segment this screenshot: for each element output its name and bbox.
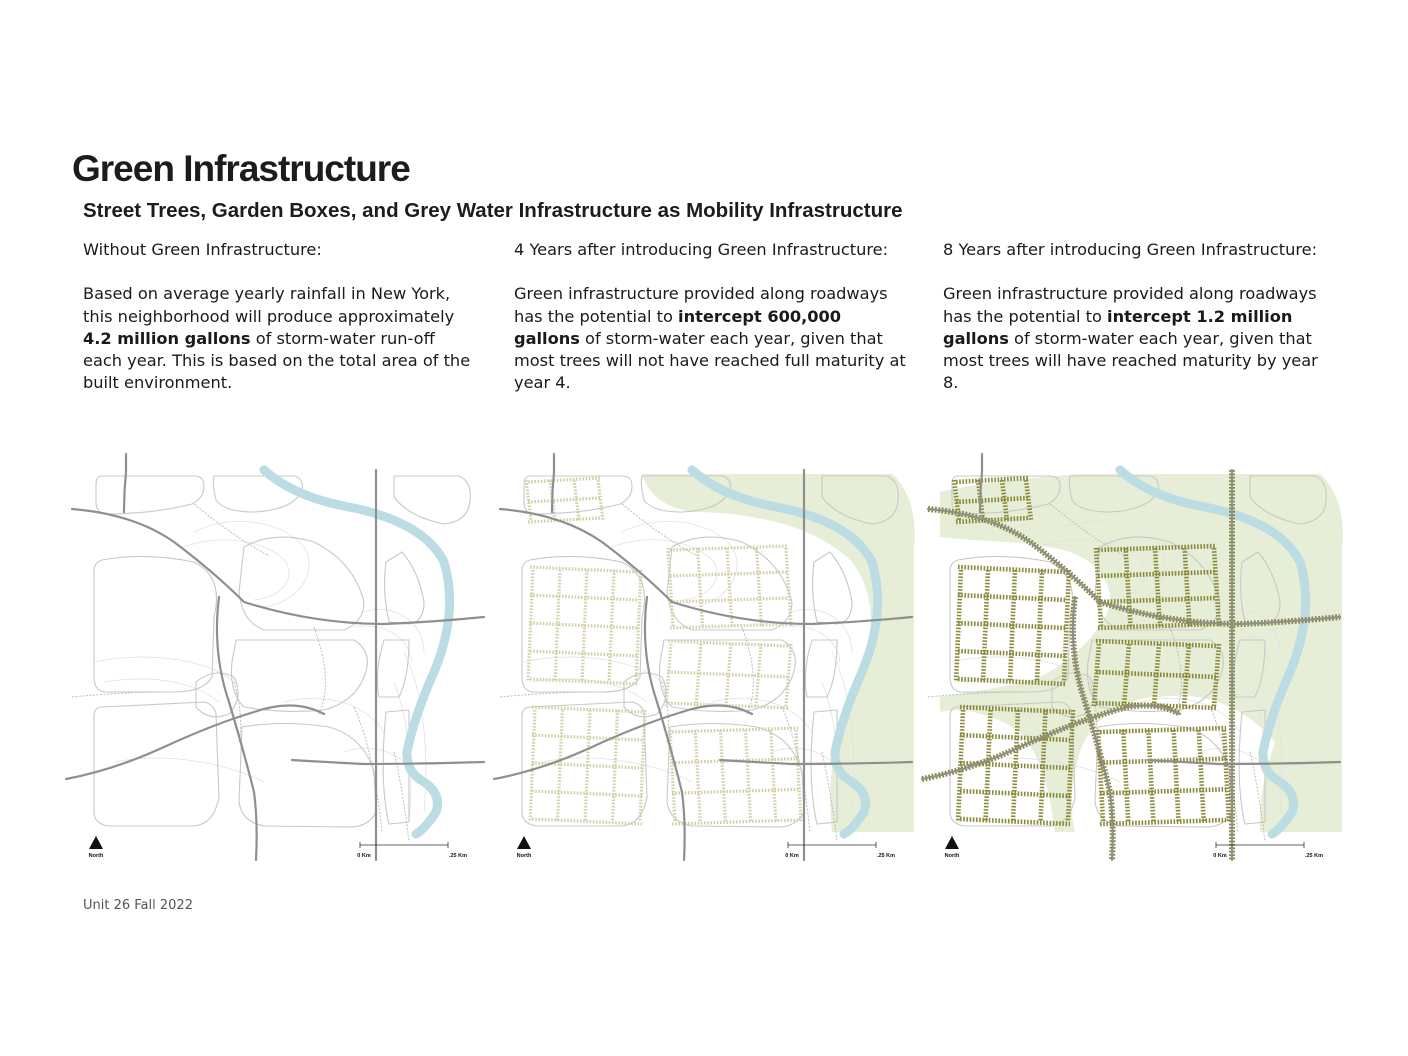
- street-tree-row: [668, 641, 788, 646]
- city-block: [94, 556, 217, 692]
- street-tree-row: [698, 548, 703, 626]
- map-svg: [64, 452, 494, 867]
- street-tree-row: [786, 644, 791, 706]
- city-block: [94, 702, 219, 826]
- column-body: [943, 283, 1335, 394]
- map-year-4: [492, 452, 922, 867]
- north-arrow-icon: [89, 836, 103, 849]
- city-block: [377, 640, 409, 697]
- body-highlight: gallons: [514, 328, 580, 348]
- body-highlight: gallons: [943, 328, 1009, 348]
- scale-start-label: 0 Km: [1213, 853, 1227, 859]
- street-tree-row: [672, 820, 798, 824]
- minor-road: [500, 692, 592, 697]
- street-tree-row: [958, 567, 1066, 572]
- street-tree-row: [666, 644, 671, 706]
- city-block: [239, 724, 376, 828]
- map-year-8: [920, 452, 1350, 867]
- north-label: North: [516, 853, 532, 859]
- major-road: [292, 760, 484, 764]
- contour-line: [284, 698, 384, 732]
- contour-line: [622, 521, 737, 607]
- column-heading: 4 Years after introducing Green Infrastructure:: [514, 240, 889, 259]
- street-tree-row: [558, 710, 563, 822]
- city-block: [805, 640, 837, 697]
- street-tree-row: [746, 730, 751, 822]
- contour-line: [104, 679, 219, 702]
- scale-end-label: .25 Km: [1304, 853, 1324, 859]
- scale-end-label: .25 Km: [876, 853, 896, 859]
- street-tree-row: [1100, 789, 1226, 793]
- map-svg: [920, 452, 1350, 867]
- page-subtitle: Street Trees, Garden Boxes, and Grey Water Infrastructure as Mobility Infrastructure: [83, 199, 903, 222]
- street-tree-row: [532, 791, 642, 796]
- body-text: Green infrastructure provided along roadways has the potential to: [943, 284, 1317, 326]
- street-tree-row: [1174, 730, 1179, 822]
- major-road: [66, 705, 324, 779]
- street-tree-row: [695, 730, 700, 822]
- major-road: [72, 509, 484, 624]
- contour-line: [194, 521, 309, 607]
- street-tree-row: [528, 478, 600, 482]
- city-block: [394, 476, 470, 524]
- street-tree-row: [796, 730, 801, 822]
- street-tree-row: [532, 819, 642, 824]
- map-without-green-infrastructure: [64, 452, 494, 867]
- contour-line: [792, 609, 852, 652]
- street-tree-row: [727, 548, 732, 626]
- street-tree-row: [670, 730, 675, 822]
- street-tree-row: [771, 730, 776, 822]
- street-tree-row: [1148, 730, 1153, 822]
- body-text: of storm-water run-off each year. This is based on the total area of the built environment.: [83, 328, 471, 393]
- north-label: North: [944, 853, 960, 859]
- scale-start-label: 0 Km: [785, 853, 799, 859]
- column-year-8: [943, 239, 1335, 395]
- street-tree-row: [670, 624, 788, 628]
- north-arrow-icon: [945, 836, 959, 849]
- green-space-area: [642, 474, 915, 832]
- street-tree-row: [670, 546, 788, 550]
- scale-end-label: .25 Km: [448, 853, 468, 859]
- street-tree-row: [672, 789, 798, 793]
- column-body: [83, 283, 475, 394]
- column-without-gi: [83, 239, 475, 395]
- body-text: Based on average yearly rainfall in New York, this neighborhood will produce approximately: [83, 284, 455, 326]
- major-road: [124, 454, 126, 512]
- street-tree-row: [1199, 730, 1204, 822]
- contour-line: [542, 758, 692, 782]
- minor-road: [72, 692, 164, 697]
- city-block: [385, 552, 424, 624]
- contour-line: [114, 758, 264, 782]
- street-tree-row: [530, 710, 535, 822]
- body-text: Green infrastructure provided along roadways has the potential to: [514, 284, 888, 326]
- street-tree-row: [1123, 730, 1128, 822]
- city-block: [1095, 724, 1232, 828]
- street-tree-row: [598, 480, 603, 520]
- street-tree-row: [720, 730, 725, 822]
- city-block: [667, 724, 804, 828]
- page-title: Green Infrastructure: [72, 148, 410, 189]
- street-tree-row: [1224, 730, 1229, 822]
- body-highlight: 4.2 million gallons: [83, 328, 251, 348]
- body-highlight: intercept 1.2 million: [1107, 306, 1293, 326]
- north-label: North: [88, 853, 104, 859]
- street-tree-row: [672, 728, 798, 732]
- street-tree-row: [956, 570, 961, 682]
- minor-road: [782, 707, 810, 832]
- body-highlight: intercept 600,000: [678, 306, 842, 326]
- street-tree-row: [1100, 728, 1226, 732]
- column-year-4: [514, 239, 906, 395]
- street-tree-row: [757, 548, 762, 626]
- contour-line: [364, 609, 424, 652]
- map-svg: [492, 452, 922, 867]
- column-heading: Without Green Infrastructure:: [83, 240, 322, 259]
- column-body: [514, 283, 906, 394]
- column-heading: 8 Years after introducing Green Infrastructure:: [943, 240, 1318, 259]
- street-tree-row: [696, 644, 701, 706]
- north-arrow-icon: [517, 836, 531, 849]
- river: [264, 470, 450, 834]
- street-tree-row: [530, 595, 638, 600]
- city-block: [813, 552, 852, 624]
- body-text: of storm-water each year, given that most trees will have reached maturity by year 8.: [943, 328, 1318, 393]
- city-block: [524, 476, 632, 514]
- street-tree-row: [670, 598, 788, 602]
- street-tree-row: [528, 498, 600, 502]
- street-tree-row: [1100, 820, 1226, 824]
- contour-line: [184, 540, 289, 600]
- street-tree-row: [670, 572, 788, 576]
- city-block: [232, 640, 368, 711]
- street-tree-row: [532, 735, 642, 740]
- body-text: of storm-water each year, given that most trees will not have reached full maturity at year 4.: [514, 328, 906, 393]
- city-block: [213, 476, 302, 512]
- street-tree-row: [530, 567, 638, 572]
- city-block: [96, 476, 204, 514]
- street-tree-row: [532, 707, 642, 712]
- minor-road: [354, 707, 382, 832]
- street-tree-row: [528, 570, 533, 682]
- footer-credit: Unit 26 Fall 2022: [83, 898, 193, 913]
- scale-start-label: 0 Km: [357, 853, 371, 859]
- street-tree-row: [555, 570, 560, 682]
